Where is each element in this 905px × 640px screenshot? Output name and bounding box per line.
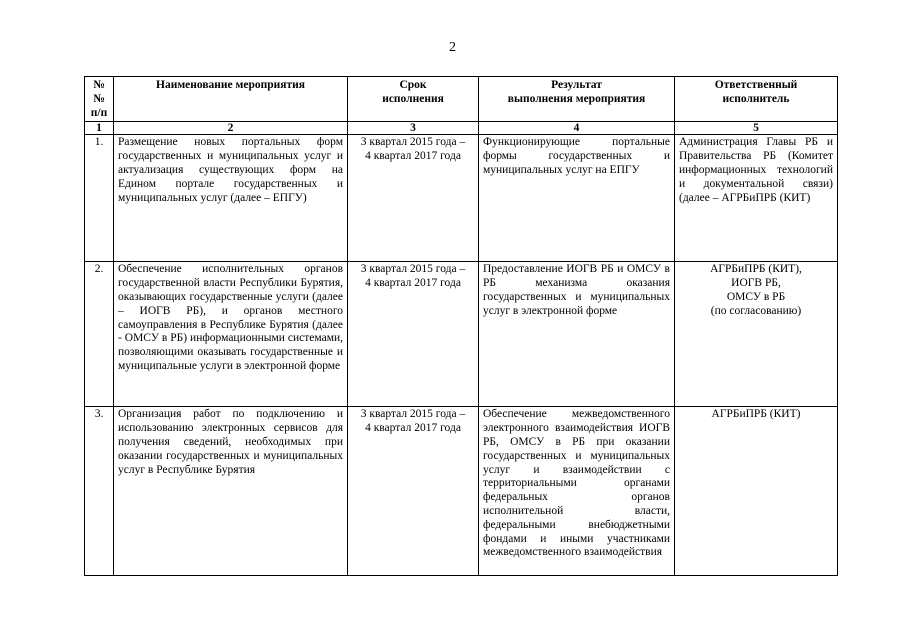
row-number: 1. [85, 135, 114, 262]
header-responsible: Ответственный исполнитель [675, 77, 838, 122]
event-name: Размещение новых портальных форм государственных и муниципальных услуг и актуализация существующих форм на Едином портале государственных и муниципальных услуг (далее – ЕПГУ) [114, 135, 348, 262]
column-number: 2 [114, 122, 348, 135]
event-result: Предоставление ИОГВ РБ и ОМСУ в РБ механизма оказания государственных и муниципальных услуг в электронной форме [479, 262, 675, 407]
table-row [85, 135, 838, 262]
header-result: Результат выполнения мероприятия [479, 77, 675, 122]
column-number: 3 [348, 122, 479, 135]
event-name: Обеспечение исполнительных органов государственной власти Республики Бурятия, оказывающих государственные услуги (далее – ИОГВ РБ), и органов местного самоуправления в Республике Бурятия (далее - ОМСУ в РБ) информационными системами, позволяющими оказывать государственные и муниципальные услуги в электронной форме [114, 262, 348, 407]
page-number: 2 [449, 40, 456, 55]
table-header-row [85, 77, 838, 122]
event-responsible: АГРБиПРБ (КИТ), ИОГВ РБ, ОМСУ в РБ (по согласованию) [675, 262, 838, 407]
column-number-row [85, 122, 838, 135]
event-responsible: Администрация Главы РБ и Правительства РБ (Комитет информационных технологий и документальной связи) (далее – АГРБиПРБ (КИТ) [675, 135, 838, 262]
row-number: 2. [85, 262, 114, 407]
event-deadline: 3 квартал 2015 года – 4 квартал 2017 года [348, 262, 479, 407]
events-table [84, 76, 838, 576]
event-name: Организация работ по подключению и использованию электронных сервисов для получения сведений, необходимых при оказании государственных и муниципальных услуг в Республике Бурятия [114, 407, 348, 576]
event-result: Функционирующие портальные формы государственных и муниципальных услуг на ЕПГУ [479, 135, 675, 262]
event-responsible: АГРБиПРБ (КИТ) [675, 407, 838, 576]
row-number: 3. [85, 407, 114, 576]
event-result: Обеспечение межведомственного электронного взаимодействия ИОГВ РБ, ОМСУ в РБ при оказании государственных и муниципальных услуг и взаимодействии с территориальными органами федеральных органов исполнительной власти, федеральными внебюджетными фондами и иными участниками межведомственного взаимодействия [479, 407, 675, 576]
table-row [85, 407, 838, 576]
header-deadline: Срок исполнения [348, 77, 479, 122]
column-number: 4 [479, 122, 675, 135]
header-event-name: Наименование мероприятия [114, 77, 348, 122]
table-row [85, 262, 838, 407]
column-number: 5 [675, 122, 838, 135]
column-number: 1 [85, 122, 114, 135]
header-number: №№ п/п [85, 77, 114, 122]
event-deadline: 3 квартал 2015 года – 4 квартал 2017 года [348, 135, 479, 262]
event-deadline: 3 квартал 2015 года – 4 квартал 2017 года [348, 407, 479, 576]
